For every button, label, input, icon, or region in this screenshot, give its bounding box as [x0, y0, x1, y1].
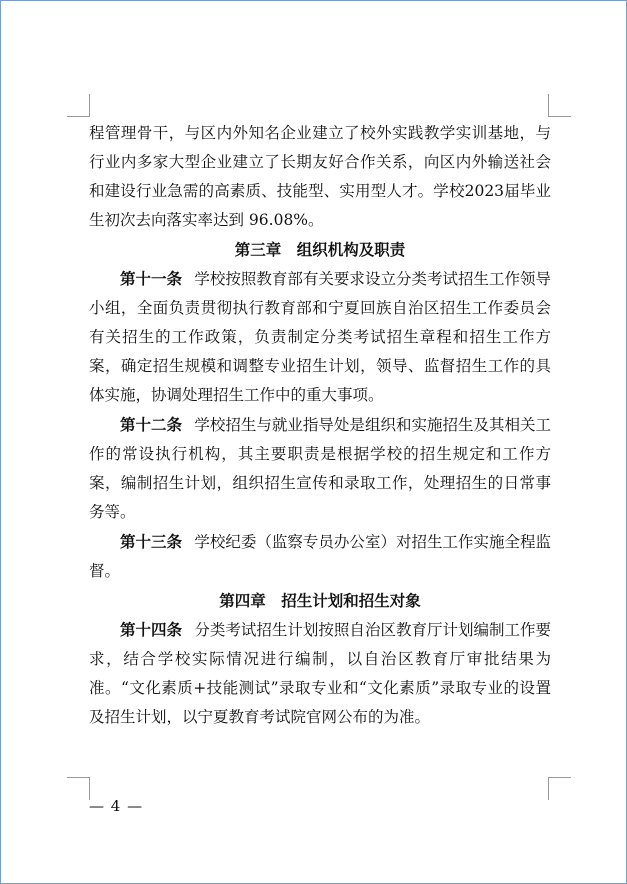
article-13-label: 第十三条	[120, 532, 183, 551]
crop-mark-top-left	[67, 94, 90, 117]
document-body	[89, 119, 551, 732]
page-number: — 4 —	[89, 797, 144, 815]
chapter-4-heading: 第四章 招生计划和招生对象	[219, 591, 421, 610]
article-13-text: 学校纪委（监察专员办公室）对招生工作实施全程监督。	[89, 533, 551, 580]
article-12-text: 学校招生与就业指导处是组织和实施招生及其相关工作的常设执行机构，其主要职责是根据学校的招生规定和工作方案，编制招生计划，组织招生宣传和录取工作，处理招生的日常事务等。	[89, 416, 551, 521]
article-14-text: 分类考试招生计划按照自治区教育厅计划编制工作要求，结合学校实际情况进行编制，以自治区教育厅审批结果为准。“文化素质+技能测试”录取专业和“文化素质”录取专业的设置及招生计划，以宁夏教育考试院官网公布的为准。	[89, 621, 551, 726]
article-11-label: 第十一条	[120, 269, 183, 288]
article-14-label: 第十四条	[120, 620, 183, 639]
article-12	[89, 410, 551, 527]
crop-mark-bottom-left	[67, 777, 90, 800]
intro-paragraph: 程管理骨干，与区内外知名企业建立了校外实践教学实训基地，与行业内多家大型企业建立了长期友好合作关系，向区内外输送社会和建设行业急需的高素质、技能型、实用型人才。学校2023届毕业生初次去向落实率达到 96.08%。	[89, 124, 551, 229]
article-14	[89, 615, 551, 732]
article-12-label: 第十二条	[120, 415, 183, 434]
article-11-text: 学校按照教育部有关要求设立分类考试招生工作领导小组，全面负责贯彻执行教育部和宁夏回族自治区招生工作委员会有关招生的工作政策，负责制定分类考试招生章程和招生工作方案，确定招生规模和调整专业招生计划，领导、监督招生工作的具体实施，协调处理招生工作中的重大事项。	[89, 270, 551, 404]
article-11	[89, 264, 551, 410]
crop-mark-top-right	[548, 94, 571, 117]
article-13	[89, 527, 551, 586]
crop-mark-bottom-right	[548, 777, 571, 800]
chapter-3-heading: 第三章 组织机构及职责	[234, 240, 406, 259]
